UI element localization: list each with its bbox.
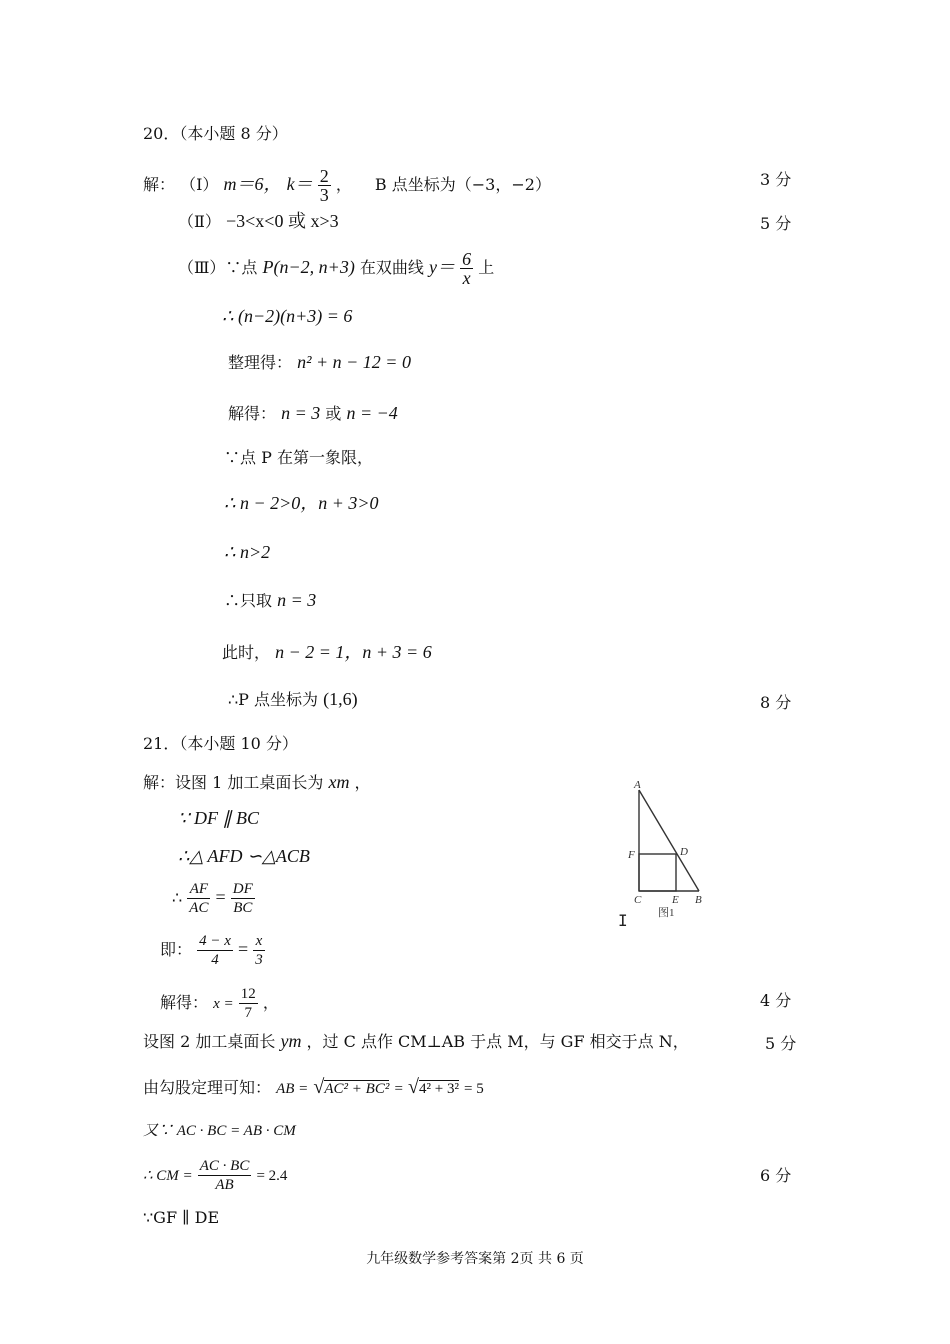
step-substitute	[222, 642, 432, 663]
q21-similar: ∴△ AFD ∽△ACB	[178, 846, 310, 866]
q20-header: 20．（本小题 8 分）	[143, 124, 288, 143]
ratio-equals: =	[215, 887, 226, 907]
sqrt-radicand-2: 4² + 3²	[418, 1081, 459, 1097]
score-5b: 5 分	[765, 1034, 797, 1053]
q21-cm	[143, 1157, 287, 1194]
step-quadrant: ∵点 P 在第一象限，	[224, 448, 373, 467]
setup-rest: ，过 C 点作 CM⊥AB 于点 M，与 GF 相交于点 N，	[306, 1032, 689, 1051]
q21-var-x: xm	[328, 772, 350, 792]
simplify-label: 整理得：	[228, 353, 293, 372]
part1-k-lhs: k＝	[286, 174, 313, 194]
score-6: 6 分	[760, 1166, 792, 1185]
cm-lhs: ∴ CM =	[143, 1168, 193, 1184]
q20-part3	[178, 250, 494, 287]
hyperbola-lhs: y＝	[429, 257, 456, 277]
result-lhs: x =	[213, 996, 234, 1012]
part3-mid-text: 在双曲线	[359, 258, 424, 277]
hyperbola-fraction	[460, 250, 473, 287]
q21-parallel-gf: ∵GF ∥ DE	[143, 1208, 220, 1227]
q21-intro: 解：设图 1 加工桌面长为	[143, 773, 324, 792]
ratio-den-1: AC	[189, 900, 209, 916]
ratio-therefore: ∴	[172, 888, 183, 907]
q21-line1	[143, 772, 371, 793]
step-inequality: ∴ n − 2>0，n + 3>0	[224, 493, 379, 513]
equation-fraction-1	[197, 932, 233, 969]
equation-den-2: 3	[255, 952, 263, 968]
part3-end: 上	[478, 258, 495, 277]
q21-pythagoras	[143, 1077, 484, 1099]
pythagoras-ab: AB =	[276, 1081, 309, 1097]
label-b: B	[695, 894, 702, 906]
sqrt-sign-2: √	[408, 1076, 419, 1098]
simplify-expression: n² + n − 12 = 0	[297, 352, 411, 372]
solution-b: n = −4	[346, 403, 398, 423]
score-5: 5 分	[760, 214, 792, 233]
equation-num-1: 4 − x	[199, 933, 231, 949]
solution-label: 解：	[143, 175, 176, 194]
pythagoras-equals: =	[394, 1081, 403, 1097]
conclusion-label: ∴P 点坐标为	[228, 690, 319, 709]
q21-intro-end: ，	[354, 773, 371, 792]
ratio-num-1: AF	[187, 880, 210, 899]
hyperbola-denominator: x	[462, 268, 471, 288]
figure-1	[600, 770, 720, 930]
substitute-label: 此时，	[222, 643, 271, 662]
score-8: 8 分	[760, 693, 792, 712]
page-footer: 九年级数学参考答案第 2页 共 6 页	[366, 1251, 584, 1267]
equation-num-2: x	[253, 932, 265, 951]
part2-expression: −3<x<0 或 x>3	[225, 211, 339, 231]
point-p-expression: P(n−2, n+3)	[262, 257, 355, 277]
segment-ab	[639, 790, 699, 891]
step-equation: ∴ (n−2)(n+3) = 6	[222, 306, 353, 326]
result-end: ，	[262, 993, 279, 1012]
part1-m-value: m＝6，	[223, 174, 282, 194]
take-label: ∴只取	[224, 591, 273, 610]
q20-part1	[143, 167, 551, 204]
step-solve	[228, 403, 398, 424]
score-3: 3 分	[760, 170, 792, 189]
square-fdec	[639, 854, 676, 891]
sqrt-sign-1: √	[313, 1076, 325, 1098]
equation-equals: =	[237, 939, 249, 959]
score-4: 4 分	[760, 991, 792, 1010]
k-denominator: 3	[319, 185, 329, 205]
part1-label: （Ⅰ）	[180, 175, 219, 194]
q21-parallel: ∵ DF ∥ BC	[178, 808, 259, 828]
k-numerator: 2	[319, 166, 329, 186]
cm-result: = 2.4	[256, 1168, 288, 1184]
solution-a: n = 3	[281, 403, 321, 423]
step-simplify	[228, 352, 411, 373]
q21-header: 21．（本小题 10 分）	[143, 734, 298, 753]
solution-or: 或	[325, 404, 342, 423]
q20-part2	[178, 211, 339, 232]
result-fraction	[239, 985, 258, 1022]
part1-b-coordinates: B 点坐标为（−3，−2）	[374, 175, 551, 194]
ratio-fraction-1	[187, 880, 210, 917]
result-denominator: 7	[244, 1005, 252, 1021]
equation-den-1: 4	[211, 952, 219, 968]
q21-ratio	[172, 880, 255, 917]
pythagoras-result: = 5	[464, 1081, 484, 1097]
cm-fraction	[198, 1157, 252, 1194]
ratio-den-2: BC	[233, 900, 253, 916]
equation-fraction-2	[253, 932, 265, 969]
text-cursor-icon: I	[618, 911, 628, 930]
label-a: A	[634, 779, 641, 791]
step-conclusion	[228, 689, 358, 710]
part1-k-fraction	[318, 167, 331, 204]
label-f: F	[628, 849, 635, 861]
substitute-expression: n − 2 = 1，n + 3 = 6	[275, 642, 432, 662]
ratio-num-2: DF	[232, 881, 253, 897]
part1-separator: ，	[335, 175, 352, 194]
figure-caption: 图1	[658, 907, 675, 919]
step-take-n	[224, 590, 316, 611]
result-label: 解得：	[160, 993, 209, 1012]
setup-text: 设图 2 加工桌面长	[143, 1032, 276, 1051]
label-e: E	[672, 894, 679, 906]
ratio-fraction-2	[231, 880, 255, 917]
equation-label: 即：	[160, 940, 193, 959]
q21-figure2-setup	[143, 1031, 689, 1052]
sqrt-radicand-1: AC² + BC²	[324, 1081, 390, 1097]
hyperbola-numerator: 6	[462, 249, 472, 269]
label-d: D	[680, 846, 688, 858]
label-c: C	[634, 894, 642, 906]
q21-equation	[160, 932, 265, 969]
conclusion-coordinates: (1,6)	[323, 689, 358, 709]
part2-label: （Ⅱ）	[178, 212, 221, 231]
cm-numerator: AC · BC	[199, 1158, 250, 1174]
setup-var-y: ym	[280, 1031, 302, 1051]
part3-label: （Ⅲ）∵点	[178, 258, 258, 277]
take-expression: n = 3	[277, 590, 317, 610]
step-n-range: ∴ n>2	[224, 542, 271, 562]
cm-denominator: AB	[215, 1177, 234, 1193]
pythagoras-label: 由勾股定理可知：	[143, 1078, 272, 1097]
q21-result-x	[160, 985, 279, 1022]
solve-label: 解得：	[228, 404, 277, 423]
result-numerator: 12	[240, 986, 256, 1002]
q21-area-relation: 又∵ AC · BC = AB · CM	[143, 1123, 296, 1139]
